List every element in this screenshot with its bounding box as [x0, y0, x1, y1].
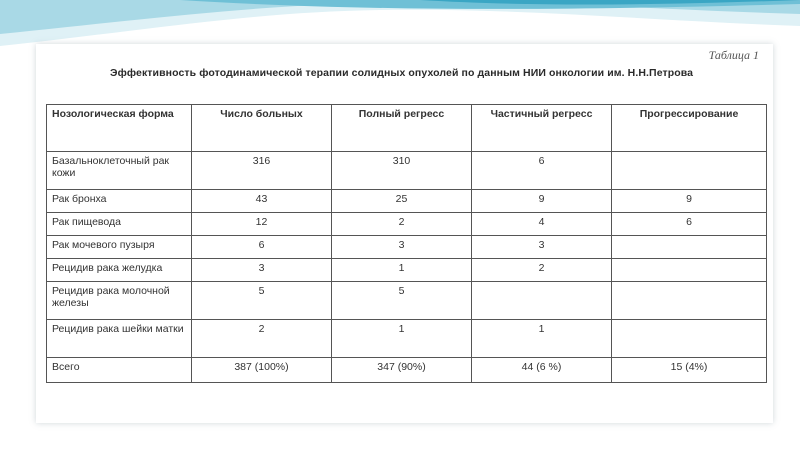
table-cell — [612, 259, 767, 282]
table-cell — [612, 282, 767, 320]
table-cell: 3 — [192, 259, 332, 282]
table-cell: Базальноклеточный рак кожи — [47, 152, 192, 190]
table-cell: 1 — [472, 320, 612, 358]
table-cell: 316 — [192, 152, 332, 190]
table-cell: 44 (6 %) — [472, 358, 612, 383]
table-row — [47, 152, 767, 190]
table-total-row — [47, 358, 767, 383]
table-row — [47, 282, 767, 320]
table-cell: 6 — [612, 213, 767, 236]
table-cell: 12 — [192, 213, 332, 236]
table-cell: 6 — [192, 236, 332, 259]
column-header: Полный регресс — [332, 105, 472, 152]
table-row — [47, 236, 767, 259]
table-number: Таблица 1 — [708, 48, 759, 62]
table-row — [47, 259, 767, 282]
table-cell: 347 (90%) — [332, 358, 472, 383]
table-cell: 4 — [472, 213, 612, 236]
table-cell: Рак мочевого пузыря — [47, 236, 192, 259]
table-cell — [612, 236, 767, 259]
table-row — [47, 213, 767, 236]
table-row — [47, 320, 767, 358]
column-header: Нозологическая форма — [47, 105, 192, 152]
column-header: Число больных — [192, 105, 332, 152]
table-cell: 2 — [192, 320, 332, 358]
table-cell: 6 — [472, 152, 612, 190]
table-cell: 1 — [332, 320, 472, 358]
results-table — [46, 104, 767, 383]
table-cell: 2 — [472, 259, 612, 282]
table-cell — [612, 320, 767, 358]
table-cell: Всего — [47, 358, 192, 383]
table-header-row — [47, 105, 767, 152]
table-cell: 387 (100%) — [192, 358, 332, 383]
column-header: Частичный регресс — [472, 105, 612, 152]
table-cell: 43 — [192, 190, 332, 213]
table-cell: 15 (4%) — [612, 358, 767, 383]
table-cell: Рецидив рака шейки матки — [47, 320, 192, 358]
table-cell — [472, 282, 612, 320]
column-header: Прогрессирование — [612, 105, 767, 152]
table-cell — [612, 152, 767, 190]
table-title: Эффективность фотодинамической терапии солидных опухолей по данным НИИ онкологии им. Н.Н.Петрова — [110, 67, 694, 79]
table-cell: 3 — [332, 236, 472, 259]
table-cell: Рак бронха — [47, 190, 192, 213]
table-cell: 5 — [332, 282, 472, 320]
table-cell: 5 — [192, 282, 332, 320]
table-cell: Рак пищевода — [47, 213, 192, 236]
table-cell: Рецидив рака желудка — [47, 259, 192, 282]
table-card — [36, 44, 773, 423]
table-cell: 1 — [332, 259, 472, 282]
table-cell: Рецидив рака молочной железы — [47, 282, 192, 320]
table-cell: 9 — [472, 190, 612, 213]
table-cell: 3 — [472, 236, 612, 259]
table-cell: 2 — [332, 213, 472, 236]
table-cell: 25 — [332, 190, 472, 213]
table-row — [47, 190, 767, 213]
table-cell: 310 — [332, 152, 472, 190]
table-cell: 9 — [612, 190, 767, 213]
